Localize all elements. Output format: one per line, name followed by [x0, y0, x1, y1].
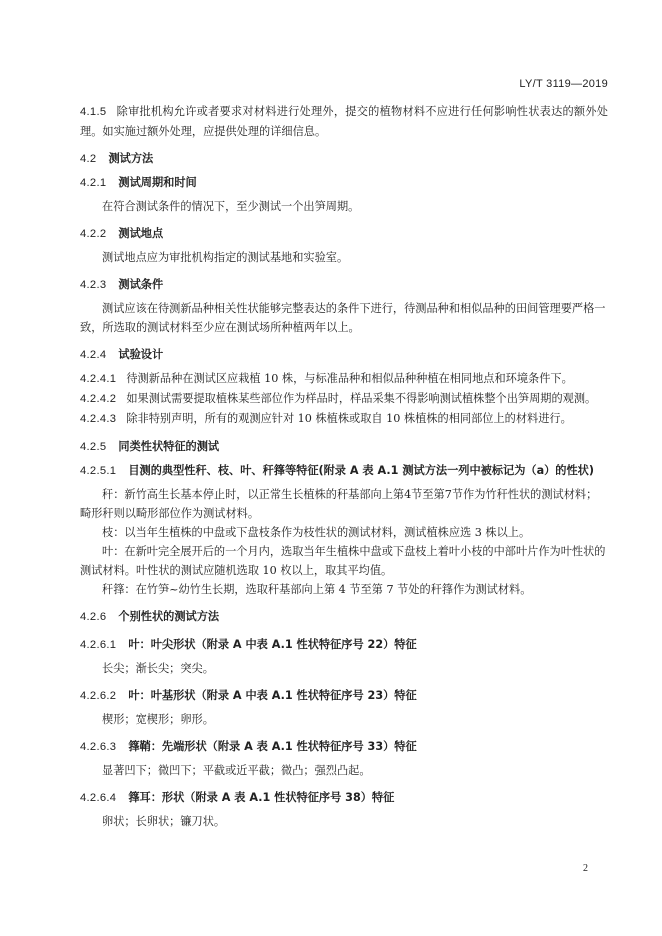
heading-4-2-6-3 [80, 737, 608, 757]
document-body [80, 102, 608, 831]
clause-number: 4.2.4.1 [80, 373, 117, 385]
heading-title: 试验设计 [118, 348, 164, 361]
body-4-2-6-4: 卵状；长卵状；镰刀状。 [102, 815, 226, 828]
para-culm-sheath: 秆箨：在竹笋~幼竹生长期，选取秆基部向上第 4 节至第 7 节处的秆箨作为测试材料。 [102, 583, 532, 596]
heading-4-2-5 [80, 437, 608, 457]
body-4-2-6-1: 长尖；渐长尖；突尖。 [102, 662, 214, 675]
heading-number: 4.2.5.1 [80, 465, 117, 477]
heading-number: 4.2.6.1 [80, 639, 117, 651]
heading-number: 4.2.6.4 [80, 792, 117, 804]
page-number: 2 [583, 863, 588, 874]
heading-4-2-6-1 [80, 635, 608, 655]
body-4-2-6-2: 楔形；宽楔形；卵形。 [102, 713, 214, 726]
heading-title: 箨耳：形状（附录 A 表 A.1 性状特征序号 38）特征 [128, 791, 395, 804]
heading-4-2-3 [80, 275, 608, 295]
standard-code: LY/T 3119—2019 [519, 78, 608, 90]
clause-4-2-4-1 [80, 369, 608, 389]
heading-title: 目测的典型性秆、枝、叶、秆箨等特征(附录 A 表 A.1 测试方法一列中被标记为（a）的性状) [128, 464, 594, 477]
heading-title: 叶：叶基形状（附录 A 中表 A.1 性状特征序号 23）特征 [128, 689, 417, 702]
clause-text: 待测新品种在测试区应栽植 10 株，与标准品种和相似品种种植在相同地点和环境条件下。 [126, 372, 573, 385]
heading-number: 4.2.1 [80, 177, 107, 189]
heading-4-2-6-4 [80, 788, 608, 808]
heading-title: 同类性状特征的测试 [118, 440, 220, 453]
heading-title: 测试周期和时间 [118, 176, 197, 189]
body-4-2-1: 在符合测试条件的情况下，至少测试一个出笋周期。 [102, 200, 360, 213]
heading-4-2-5-1 [80, 461, 608, 481]
para-culm: 秆：新竹高生长基本停止时，以正常生长植株的秆基部向上第4节至第7节作为竹秆性状的测试材料；畸形秆则以畸形部位作为测试材料。 [80, 488, 598, 520]
para-leaf: 叶：在新叶完全展开后的一个月内，选取当年生植株中盘或下盘枝上着叶小枝的中部叶片作为叶性状的测试材料。叶性状的测试应随机选取 10 枚以上，取其平均值。 [80, 545, 606, 577]
heading-title: 箨鞘：先端形状（附录 A 表 A.1 性状特征序号 33）特征 [128, 740, 417, 753]
body-4-2-3: 测试应该在待测新品种相关性状能够完整表达的条件下进行，待测品种和相似品种的田间管理要严格一致，所选取的测试材料至少应在测试场所种植两年以上。 [80, 302, 606, 334]
para-branch: 枝：以当年生植株的中盘或下盘枝条作为枝性状的测试材料，测试植株应选 3 株以上。 [102, 526, 531, 539]
heading-4-2-2 [80, 224, 608, 244]
clause-number: 4.1.5 [80, 106, 107, 118]
heading-number: 4.2.6.2 [80, 690, 117, 702]
clause-number: 4.2.4.3 [80, 413, 117, 425]
heading-number: 4.2.3 [80, 279, 107, 291]
clause-number: 4.2.4.2 [80, 393, 117, 405]
heading-number: 4.2.2 [80, 228, 107, 240]
clause-4-2-4-3 [80, 409, 608, 429]
body-4-2-2: 测试地点应为审批机构指定的测试基地和实验室。 [102, 251, 349, 264]
heading-4-2 [80, 149, 608, 169]
clause-text: 如果测试需要提取植株某些部位作为样品时，样品采集不得影响测试植株整个出笋周期的观测。 [126, 392, 597, 405]
heading-4-2-6 [80, 607, 608, 627]
clause-4-2-4-2 [80, 389, 608, 409]
heading-4-2-4 [80, 345, 608, 365]
heading-number: 4.2.6 [80, 611, 107, 623]
clause-text: 除审批机构允许或者要求对材料进行处理外，提交的植物材料不应进行任何影响性状表达的额外处理。如实施过额外处理，应提供处理的详细信息。 [80, 105, 608, 138]
heading-number: 4.2 [80, 153, 97, 165]
heading-number: 4.2.4 [80, 349, 107, 361]
heading-number: 4.2.5 [80, 441, 107, 453]
heading-title: 测试方法 [108, 152, 154, 165]
heading-title: 个别性状的测试方法 [118, 610, 220, 623]
clause-text: 除非特别声明，所有的观测应针对 10 株植株或取自 10 株植株的相同部位上的材料进行。 [126, 412, 572, 425]
heading-4-2-6-2 [80, 686, 608, 706]
body-4-2-6-3: 显著凹下；微凹下；平截或近平截；微凸；强烈凸起。 [102, 764, 371, 777]
heading-title: 叶：叶尖形状（附录 A 中表 A.1 性状特征序号 22）特征 [128, 638, 417, 651]
heading-title: 测试地点 [118, 227, 164, 240]
clause-4-1-5 [80, 102, 608, 141]
heading-4-2-1 [80, 173, 608, 193]
heading-title: 测试条件 [118, 278, 164, 291]
heading-number: 4.2.6.3 [80, 741, 117, 753]
